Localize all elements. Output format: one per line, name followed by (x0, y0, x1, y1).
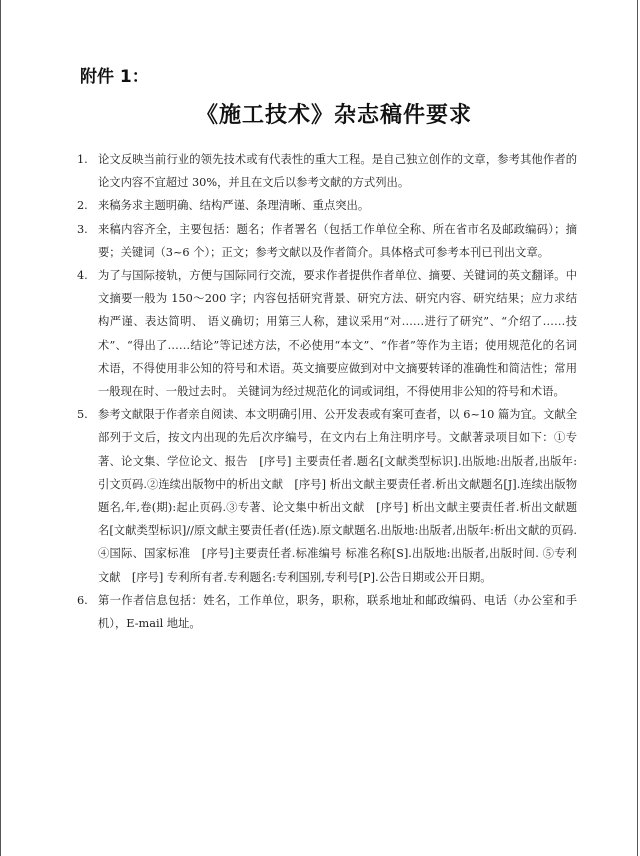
item-text: 参考文献限于作者亲自阅读、本文明确引用、公开发表或有案可查者，以 6~10 篇为宜。文献全部列于文后，按文内出现的先后次序编号，在文内右上角注明序号。文献著录项目如下：①专著、论文集、学位论文、报告 [序号] 主要责任者.题名[文献类型标识].出版地:出版者,出版年:引文页码.②连续出版物中的析出文献 [序号] 析出文献主要责任者.析出文献题名[J].连续出版物题名,年,卷(期):起止页码.③专著、论文集中析出文献 [序号] 析出文献主要责任者.析出文献题名[文献类型标识]//原文献主要责任者(任选).原文献题名.出版地:出版者,出版年:析出文献的页码. ④国际、国家标准 [序号]主要责任者.标准编号 标准名称[S].出版地:出版者,出版时间. ⑤专利文献 [序号] 专利所有者.专利题名:专利国别,专利号[P].公告日期或公开日期。 (98, 408, 577, 584)
item-number: 3. (77, 222, 88, 236)
item-text: 第一作者信息包括：姓名，工作单位，职务，职称，联系地址和邮政编码、电话（办公室和手机），E-mail 地址。 (98, 593, 577, 631)
item-number: 5. (77, 408, 88, 422)
item-text: 来稿内容齐全，主要包括：题名；作者署名（包括工作单位全称、所在省市名及邮政编码）；摘要；关键词（3~6 个）；正文；参考文献以及作者简介。具体格式可参考本刊已刊出文章。 (98, 222, 577, 259)
list-item (77, 148, 577, 194)
item-text: 为了与国际接轨，方便与国际同行交流，要求作者提供作者单位、摘要、关键词的英文翻译。中文摘要一般为 150～200 字；内容包括研究背景、研究方法、研究内容、研究结果；应力求结构严谨、表达简明、 语义确切；用第三人称，建议采用“对……进行了研究”、“介绍了……技术”、“得出了……结论”等记述方法，不必使用“本文”、“作者”等作为主语；使用规范化的名词术语，不得使用非公知的符号和术语。英文摘要应做到对中文摘要转译的准确性和简洁性；常用一般现在时、一般过去时。 关键词为经过规范化的词或词组，不得使用非公知的符号和术语。 (98, 269, 577, 399)
document-title: 《施工技术》杂志稿件要求 (195, 103, 472, 128)
list-item (77, 589, 577, 635)
attachment-label: 附件 1： (80, 67, 149, 87)
item-number: 1. (77, 153, 88, 166)
item-text: 论文反映当前行业的领先技术或有代表性的重大工程。是自己独立创作的文章，参考其他作者的论文内容不宜超过 30%，并且在文后以参考文献的方式列出。 (98, 153, 577, 190)
requirements-list (77, 148, 577, 635)
item-text: 来稿务求主题明确、结构严谨、条理清晰、重点突出。 (98, 199, 370, 213)
item-number: 6. (77, 593, 88, 607)
list-item (77, 403, 577, 589)
item-number: 4. (77, 269, 88, 283)
list-item (77, 218, 577, 264)
list-item (77, 194, 577, 217)
item-number: 2. (77, 199, 88, 213)
list-item (77, 264, 577, 403)
